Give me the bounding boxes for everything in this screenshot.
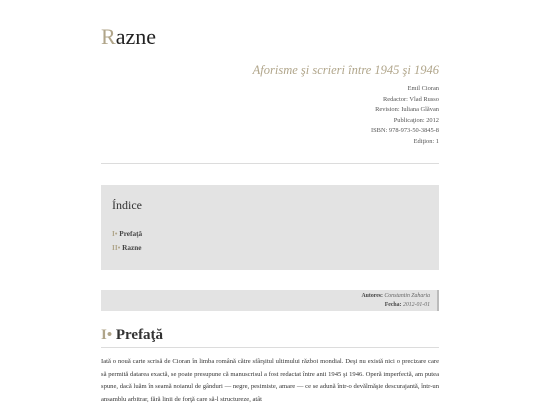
author-value: Constantin Zaharia — [384, 293, 430, 299]
meta-editor: Redactor: Vlad Russo — [383, 95, 439, 103]
bullet-icon: • — [117, 243, 121, 252]
table-of-contents — [101, 185, 439, 270]
date-value: 2012-01-01 — [402, 302, 430, 308]
signature-date-line — [385, 301, 430, 309]
section-number: I — [101, 327, 107, 343]
header-divider — [101, 163, 439, 164]
section-title: Prefaţă — [115, 327, 164, 343]
section-heading — [101, 325, 163, 345]
meta-edition: Ediţion: 1 — [413, 137, 439, 145]
author-label: Autores: — [361, 293, 383, 299]
title-initial: R — [101, 24, 116, 49]
date-label: Fecha: — [384, 302, 402, 308]
bullet-icon: • — [106, 327, 113, 343]
bullet-icon: • — [114, 229, 118, 238]
meta-author: Emil Cioran — [407, 85, 439, 92]
toc-item-label: Razne — [122, 243, 142, 252]
book-metadata — [371, 84, 439, 147]
meta-publication: Publicaţion: 2012 — [393, 116, 439, 124]
toc-item-prefata[interactable] — [112, 229, 142, 239]
toc-item-label: Prefaţă — [119, 229, 143, 238]
signature-author-line — [361, 292, 430, 300]
body-paragraph: Iată o nouă carte scrisă de Cioran în limba română către sfârşitul ultimului război mondial. Deşi nu există nici o precizare care să permită datarea exactă, se poate presupune că manuscrisul a fost redactat între anii 1945 şi 1946. Operă imperfectă, am putea spune, dacă luăm în seamă noianul de gânduri — negre, pesimiste, amare — ce se adună într-o devălmăşie descurajantă, într-un ansamblu arbitrar, fără linii de forţă care să-l structureze, atât — [101, 358, 439, 403]
toc-item-number: I — [112, 229, 115, 238]
toc-item-razne[interactable] — [112, 243, 142, 253]
toc-title: Índice — [112, 198, 142, 212]
meta-isbn: ISBN: 978-973-50-3845-8 — [371, 127, 439, 134]
book-title — [101, 23, 156, 51]
section-divider — [101, 347, 439, 348]
book-subtitle: Aforisme şi scrieri între 1945 şi 1946 — [252, 63, 439, 77]
toc-item-number: II — [112, 243, 118, 252]
meta-revision: Revision: Iuliana Glăvan — [375, 106, 439, 113]
signature-box — [101, 290, 439, 311]
title-rest: azne — [115, 24, 156, 49]
